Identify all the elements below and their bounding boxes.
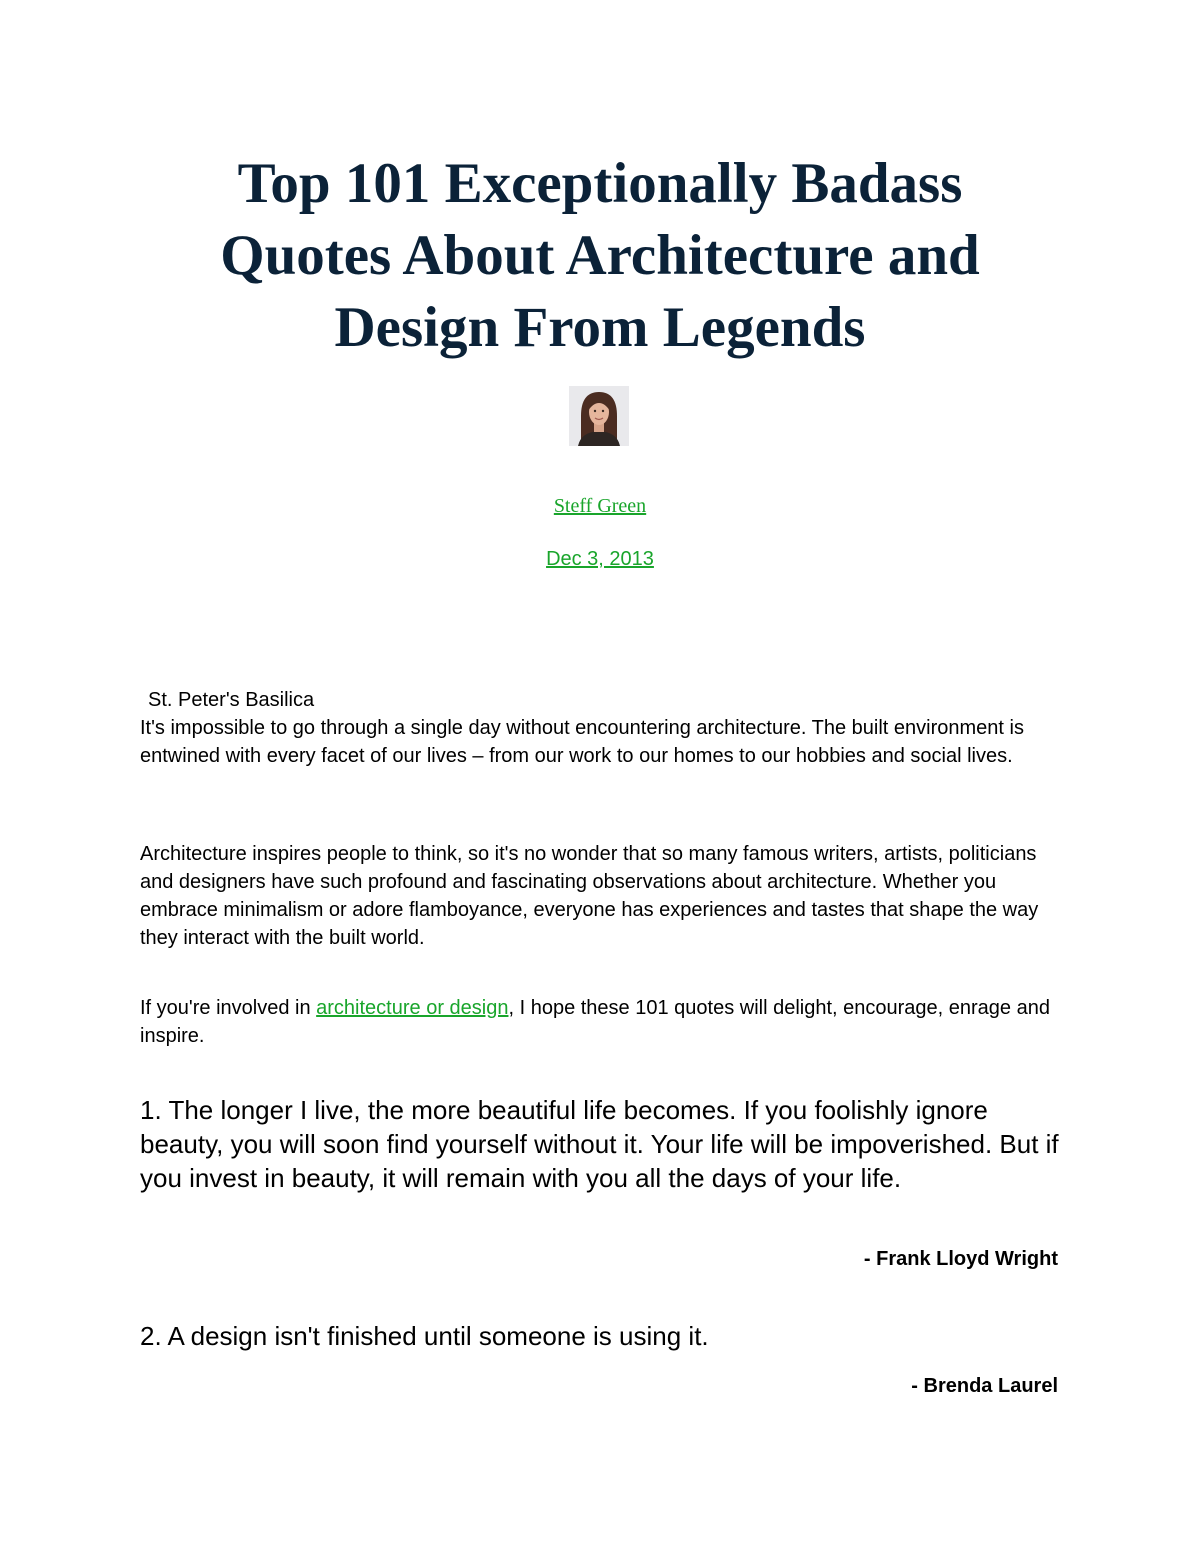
quote-text: 2. A design isn't finished until someone is using it. <box>140 1321 709 1351</box>
author-link[interactable]: Steff Green <box>553 495 647 517</box>
image-caption: St. Peter's Basilica <box>148 689 315 711</box>
article-title: Top 101 Exceptionally Badass Quotes About Architecture and Design From Legends <box>220 152 980 359</box>
architecture-design-link[interactable]: architecture or design <box>316 997 509 1019</box>
body-paragraph: Architecture inspires people to think, so it's no wonder that so many famous writers, artists, politicians and designers have such profound and fascinating observations about architecture. Whether you embrace minimalism or adore flamboyance, everyone has experiences and tastes that shape the way they interact with the built world. <box>140 843 1039 949</box>
author-avatar <box>569 386 629 446</box>
intro-text-after: , I hope these 101 quotes will delight, encourage, enrage and inspire. <box>140 997 1050 1047</box>
intro-text-before: If you're involved in <box>140 997 317 1019</box>
body-paragraph: It's impossible to go through a single day without encountering architecture. The built environment is entwined with every facet of our lives – from our work to our homes to our hobbies and social lives. <box>140 717 1024 767</box>
quote-text: 1. The longer I live, the more beautiful life becomes. If you foolishly ignore beauty, you will soon find yourself without it. Your life will be impoverished. But if you invest in beauty, it will remain with you all the days of your life. <box>140 1095 1059 1193</box>
quote-author: - Brenda Laurel <box>911 1375 1058 1397</box>
publish-date-link[interactable]: Dec 3, 2013 <box>546 548 654 570</box>
intro-paragraph <box>140 994 1065 1050</box>
intro-block <box>140 686 1065 770</box>
quote-author: - Frank Lloyd Wright <box>863 1248 1058 1270</box>
